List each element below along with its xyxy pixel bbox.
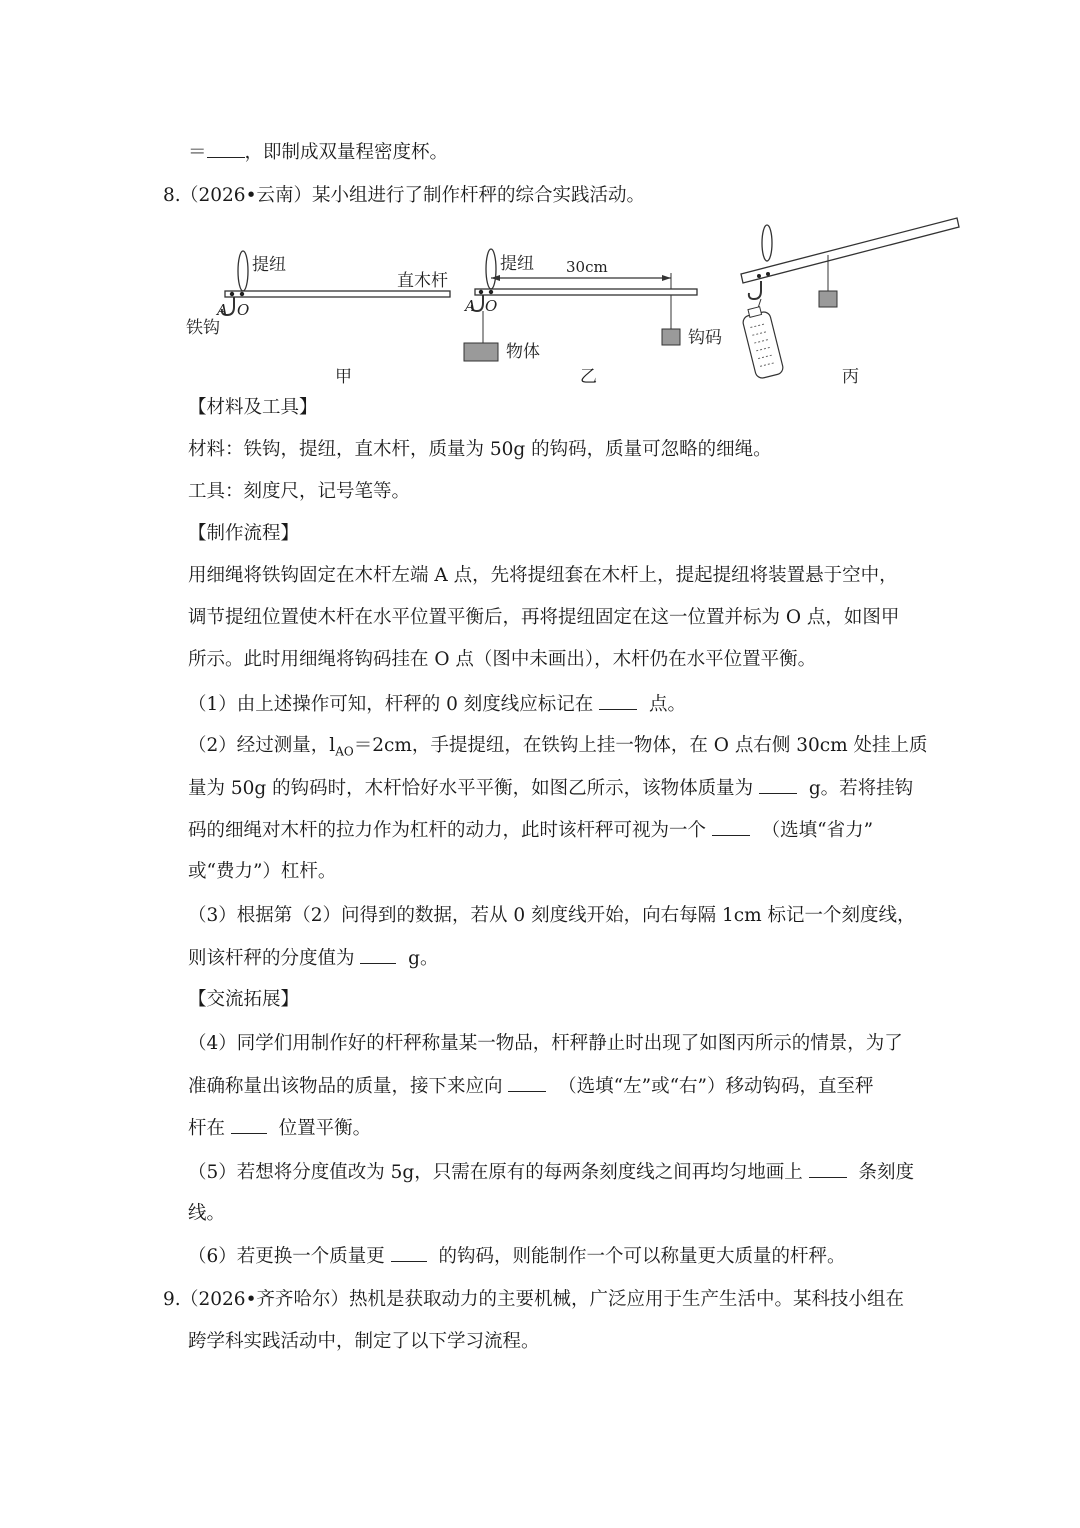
question-9-line-2: 跨学科实践活动中，制定了以下学习流程。 <box>188 1331 540 1352</box>
wood-rod <box>225 291 450 297</box>
weight-block <box>662 329 680 345</box>
bottle-icon <box>740 305 784 380</box>
point-o-dot <box>489 290 493 294</box>
carryover-text: ，即制成双量程密度杯。 <box>244 142 449 163</box>
tools-text: 工具：刻度尺，记号笔等。 <box>188 481 411 502</box>
caption-jia: 甲 <box>335 367 352 387</box>
point-a-dot <box>757 274 761 278</box>
point-a-dot <box>230 292 234 296</box>
materials-text: 材料：铁钩，提纽，直木杆，质量为 50g 的钩码，质量可忽略的细绳。 <box>188 439 772 460</box>
answer-blank[interactable] <box>207 139 245 158</box>
label-weight: 钩码 <box>688 328 722 348</box>
subquestion-4-line-2: 准确称量出该物品的质量，接下来应向 （选填“左”或“右”）移动钩码，直至秤 <box>188 1073 923 1100</box>
subquestion-3-line-1: （3）根据第（2）问得到的数据，若从 0 刻度线开始，向右每隔 1cm 标记一个刻度线， <box>188 905 916 926</box>
subquestion-3-line-2: 则该杆秤的分度值为 g。 <box>188 945 923 972</box>
label-distance: 30cm <box>566 258 608 276</box>
label-tizhu: 提纽 <box>252 255 286 275</box>
question-number: 8. <box>163 185 181 206</box>
figure-bing <box>735 215 965 390</box>
tizhu-loop <box>762 225 772 261</box>
tizhu-loop <box>486 249 496 289</box>
section-materials: 【材料及工具】 <box>188 397 318 418</box>
label-object: 物体 <box>506 342 540 362</box>
subquestion-2-line-1: （2）经过测量，$l_{AO}=2cm$，手提提纽，在铁钩上挂一物体，在 O 点右侧 30cm 处挂上质 <box>188 735 928 759</box>
label-a: A <box>465 297 476 315</box>
subquestion-4-line-3: 杆在 位置平衡。 <box>188 1115 923 1142</box>
subquestion-5-line-1: （5）若想将分度值改为 5g，只需在原有的每两条刻度线之间再均匀地画上 条刻度 <box>188 1159 923 1186</box>
section-process: 【制作流程】 <box>188 523 300 544</box>
answer-blank-4b[interactable] <box>231 1115 267 1134</box>
caption-bing: 丙 <box>842 367 859 387</box>
figure-jia <box>180 245 455 390</box>
label-tizhu: 提纽 <box>500 254 534 274</box>
caption-yi: 乙 <box>580 367 597 387</box>
subquestion-6: （6）若更换一个质量更 的钩码，则能制作一个可以称量更大质量的杆秤。 <box>188 1243 923 1270</box>
wood-rod <box>475 289 697 295</box>
process-line-1: 用细绳将铁钩固定在木杆左端 A 点，先将提纽套在木杆上，提起提纽将装置悬于空中， <box>188 565 898 586</box>
weight-block <box>819 291 837 307</box>
label-o: O <box>485 297 498 315</box>
subquestion-1: （1）由上述操作可知，杆秤的 0 刻度线应标记在 点。 <box>188 691 923 718</box>
subquestion-2-line-4: 或“费力”）杠杆。 <box>188 861 337 882</box>
tilted-rod <box>741 218 959 283</box>
answer-blank-2b[interactable] <box>712 817 750 836</box>
subquestion-4-line-1: （4）同学们用制作好的杆秤称量某一物品，杆秤静止时出现了如图丙所示的情景，为了 <box>188 1033 903 1054</box>
answer-blank-5[interactable] <box>809 1159 847 1178</box>
process-line-3: 所示。此时用细绳将钩码挂在 O 点（图中未画出），木杆仍在水平位置平衡。 <box>188 649 817 670</box>
answer-blank-1[interactable] <box>599 691 637 710</box>
arrow-right-icon <box>662 275 671 281</box>
section-exchange: 【交流拓展】 <box>188 989 300 1010</box>
answer-blank-3[interactable] <box>360 945 396 964</box>
label-o: O <box>237 301 250 319</box>
question-intro: （2026•云南）某小组进行了制作杆秤的综合实践活动。 <box>180 185 645 206</box>
subquestion-2-line-3: 码的细绳对木杆的拉力作为杠杆的动力，此时该杆秤可视为一个 （选填“省力” <box>188 817 923 844</box>
carryover-line <box>188 139 923 166</box>
subquestion-5-line-2: 线。 <box>188 1203 226 1224</box>
process-line-2: 调节提纽位置使木杆在水平位置平衡后，再将提纽固定在这一位置并标为 O 点，如图甲 <box>188 607 900 628</box>
answer-blank-2a[interactable] <box>759 775 797 794</box>
label-hook: 铁钩 <box>186 318 220 338</box>
tizhu-loop <box>238 251 248 291</box>
subquestion-2-line-2: 量为 50g 的钩码时，木杆恰好水平平衡，如图乙所示，该物体质量为 g。若将挂钩 <box>188 775 923 802</box>
answer-blank-4a[interactable] <box>508 1073 546 1092</box>
label-rod: 直木杆 <box>397 271 448 291</box>
question-number: 9. <box>163 1289 181 1310</box>
point-a-dot <box>479 290 483 294</box>
iron-hook-icon <box>749 281 761 299</box>
point-o-dot <box>766 272 770 276</box>
answer-blank-6[interactable] <box>391 1243 427 1262</box>
question-9-line-1: （2026•齐齐哈尔）热机是获取动力的主要机械，广泛应用于生产生活中。某科技小组在 <box>180 1289 904 1310</box>
label-a: A <box>217 301 228 319</box>
point-o-dot <box>240 292 244 296</box>
equals-sign: ＝ <box>188 142 207 163</box>
object-block <box>464 343 498 361</box>
figure-yi <box>458 245 722 390</box>
